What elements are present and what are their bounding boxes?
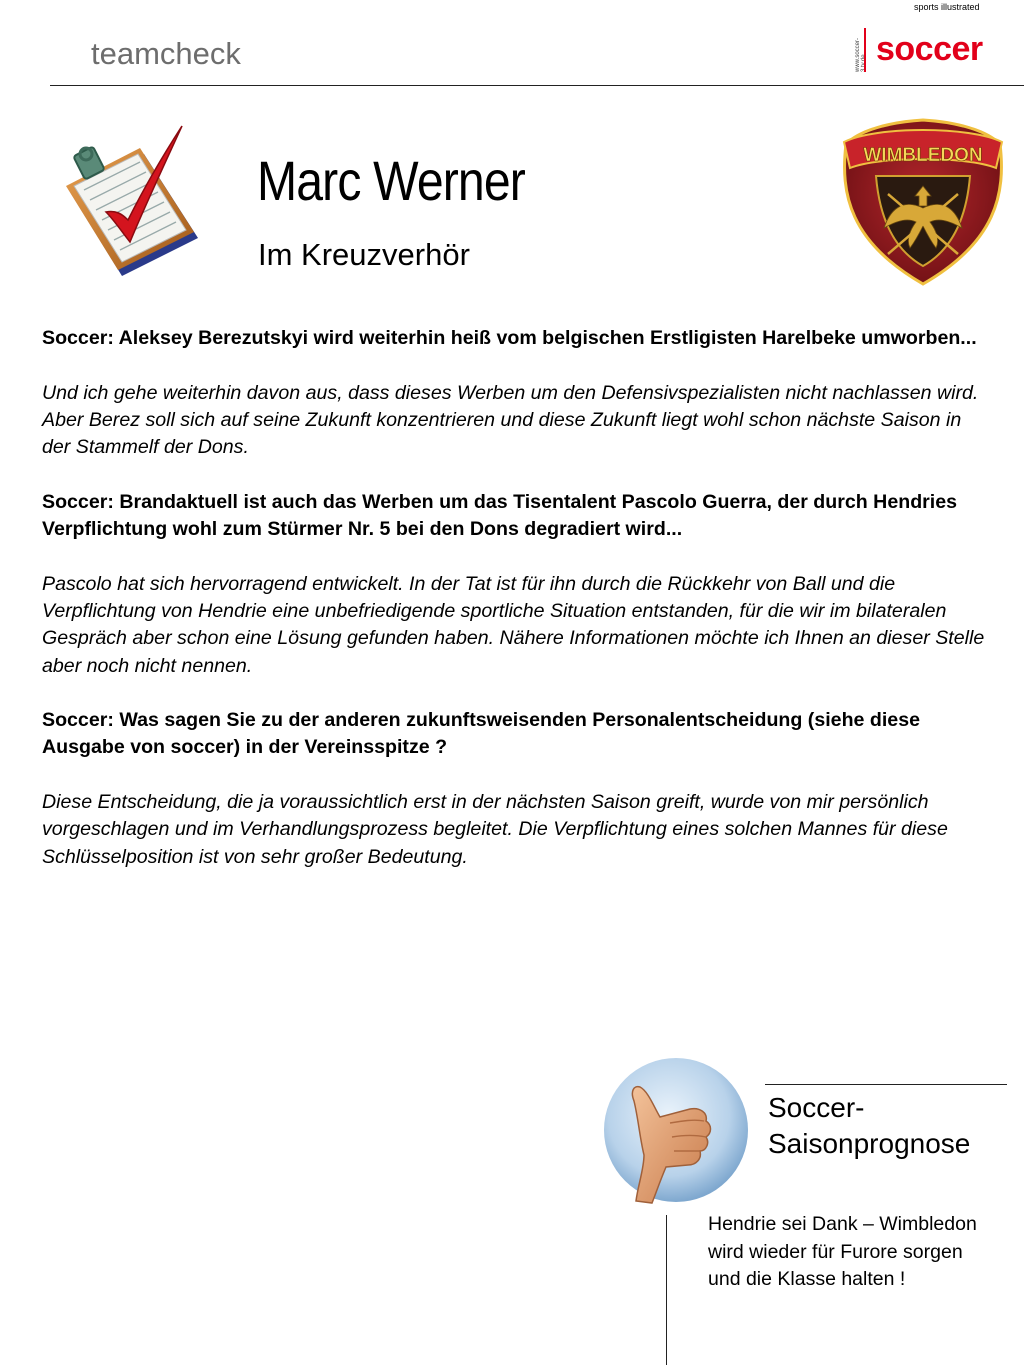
prognosis-title (768, 1090, 1008, 1162)
prognosis-vertical-rule (666, 1215, 667, 1365)
interview-question-3: Soccer: Was sagen Sie zu der anderen zukunftsweisenden Personalentscheidung (siehe diese Ausgabe von soccer) in der Vereinsspitze ? (42, 709, 920, 759)
prognosis-title-line-2: Saisonprognose (768, 1128, 971, 1159)
wimbledon-crest-icon (836, 114, 1010, 288)
section-title: teamcheck (91, 36, 241, 71)
prognosis-text: Hendrie sei Dank – Wimbledon wird wieder für Furore sorgen und die Klasse halten ! (708, 1213, 977, 1290)
brand-url: www.soccer- (855, 37, 861, 72)
interview-answer-2: Pascolo hat sich hervorragend entwickelt. In der Tat ist für ihn durch die Rückkehr von Ball und die Verpflichtung von Hendrie eine unbefriedigende sportliche Situation entstanden, für die wir im bilateralen Gespräch aber schon eine Lösung gefunden haben. Nähere Informationen möchte ich Ihnen an dieser Stelle aber noch nicht nennen. (42, 572, 985, 677)
brand-tagline: sports illustrated (914, 2, 980, 12)
prognosis-title-line-1: Soccer- (768, 1092, 865, 1123)
prognosis-divider (765, 1084, 1007, 1085)
interview-answer-1: Und ich gehe weiterhin davon aus, dass dieses Werben um den Defensivspezialisten nicht nachlassen wird. Aber Berez soll sich auf seine Zukunft konzentrieren und diese Zukunft liegt wohl schon nächste Saison in der Stammelf der Dons. (42, 381, 979, 459)
brand-accent-bar (864, 28, 866, 72)
thumbs-up-icon (600, 1055, 750, 1205)
interview-question-2: Soccer: Brandaktuell ist auch das Werben um das Tisentalent Pascolo Guerra, der durch Hendries Verpflichtung wohl zum Stürmer Nr. 5 bei den Dons degradiert wird... (42, 490, 958, 541)
page-subtitle: Im Kreuzverhör (258, 237, 470, 272)
interview-article (42, 325, 992, 898)
interview-question-1: Soccer: Aleksey Berezutskyi wird weiterhin heiß vom belgischen Erstligisten Harelbeke umworben... (42, 327, 977, 349)
brand-logo: soccer (876, 30, 983, 68)
page-title: Marc Werner (257, 149, 525, 212)
header-divider (50, 85, 1024, 86)
clipboard-check-icon (48, 120, 208, 280)
crest-text: WIMBLEDON (863, 145, 983, 166)
interview-answer-3: Diese Entscheidung, die ja voraussichtlich erst in der nächsten Saison greift, wurde von mir persönlich vorgeschlagen und im Verhandlungsprozess begleitet. Die Verpflichtung eines solchen Mannes für diese Schlüsselposition ist von sehr großer Bedeutung. (42, 791, 948, 868)
